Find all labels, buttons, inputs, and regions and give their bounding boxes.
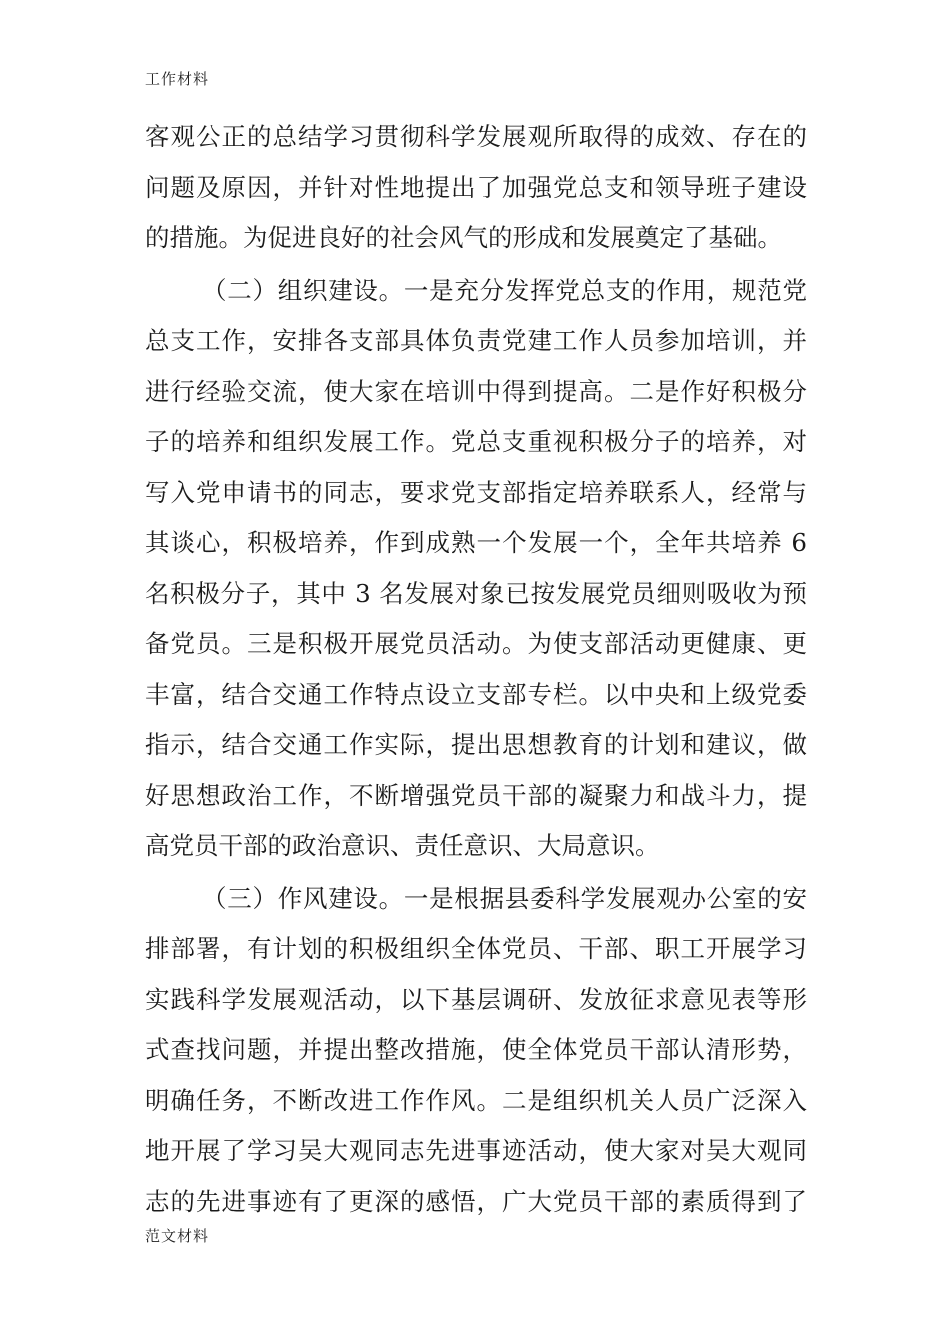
text-line: 指示，结合交通工作实际，提出思想教育的计划和建议，做 [145,730,807,759]
text-line: 子的培养和组织发展工作。党总支重视积极分子的培养，对 [145,427,807,456]
text-line: 客观公正的总结学习贯彻科学发展观所取得的成效、存在的 [145,122,807,151]
text-line: 志的先进事迹有了更深的感悟，广大党员干部的素质得到了 [145,1186,807,1216]
text-line: 写入党申请书的同志，要求党支部指定培养联系人，经常与 [145,477,807,507]
text-line: 高党员干部的政治意识、责任意识、大局意识。 [145,831,660,860]
text-line: 排部署，有计划的积极组织全体党员、干部、职工开展学习 [145,934,807,963]
text-line: 地开展了学习吴大观同志先进事迹活动，使大家对吴大观同 [145,1136,807,1165]
text-line: 式查找问题，并提出整改措施，使全体党员干部认清形势， [145,1035,807,1064]
section-heading-line: （三）作风建设。一是根据县委科学发展观办公室的安 [202,883,807,913]
text-line: 好思想政治工作，不断增强党员干部的凝聚力和战斗力，提 [145,780,807,810]
text-line: 进行经验交流，使大家在培训中得到提高。二是作好积极分 [145,376,807,406]
text-line: 实践科学发展观活动，以下基层调研、发放征求意见表等形 [145,984,807,1014]
document-body [145,112,807,1227]
text-line: 明确任务，不断改进工作作风。二是组织机关人员广泛深入 [145,1085,807,1115]
text-line: 名积极分子，其中 3 名发展对象已按发展党员细则吸收为预 [145,578,807,608]
section-heading-line: （二）组织建设。一是充分发挥党总支的作用，规范党 [202,275,807,305]
text-line: 丰富，结合交通工作特点设立支部专栏。以中央和上级党委 [145,679,807,709]
text-line: 备党员。三是积极开展党员活动。为使支部活动更健康、更 [145,629,807,658]
page-header: 工作材料 [145,70,210,88]
text-line: 的措施。为促进良好的社会风气的形成和发展奠定了基础。 [145,223,782,252]
text-line: 问题及原因，并针对性地提出了加强党总支和领导班子建设 [145,172,807,202]
text-line: 总支工作，安排各支部具体负责党建工作人员参加培训，并 [145,326,807,355]
page-footer: 范文材料 [145,1227,210,1245]
text-line: 其谈心，积极培养，作到成熟一个发展一个，全年共培养 6 [145,528,807,557]
